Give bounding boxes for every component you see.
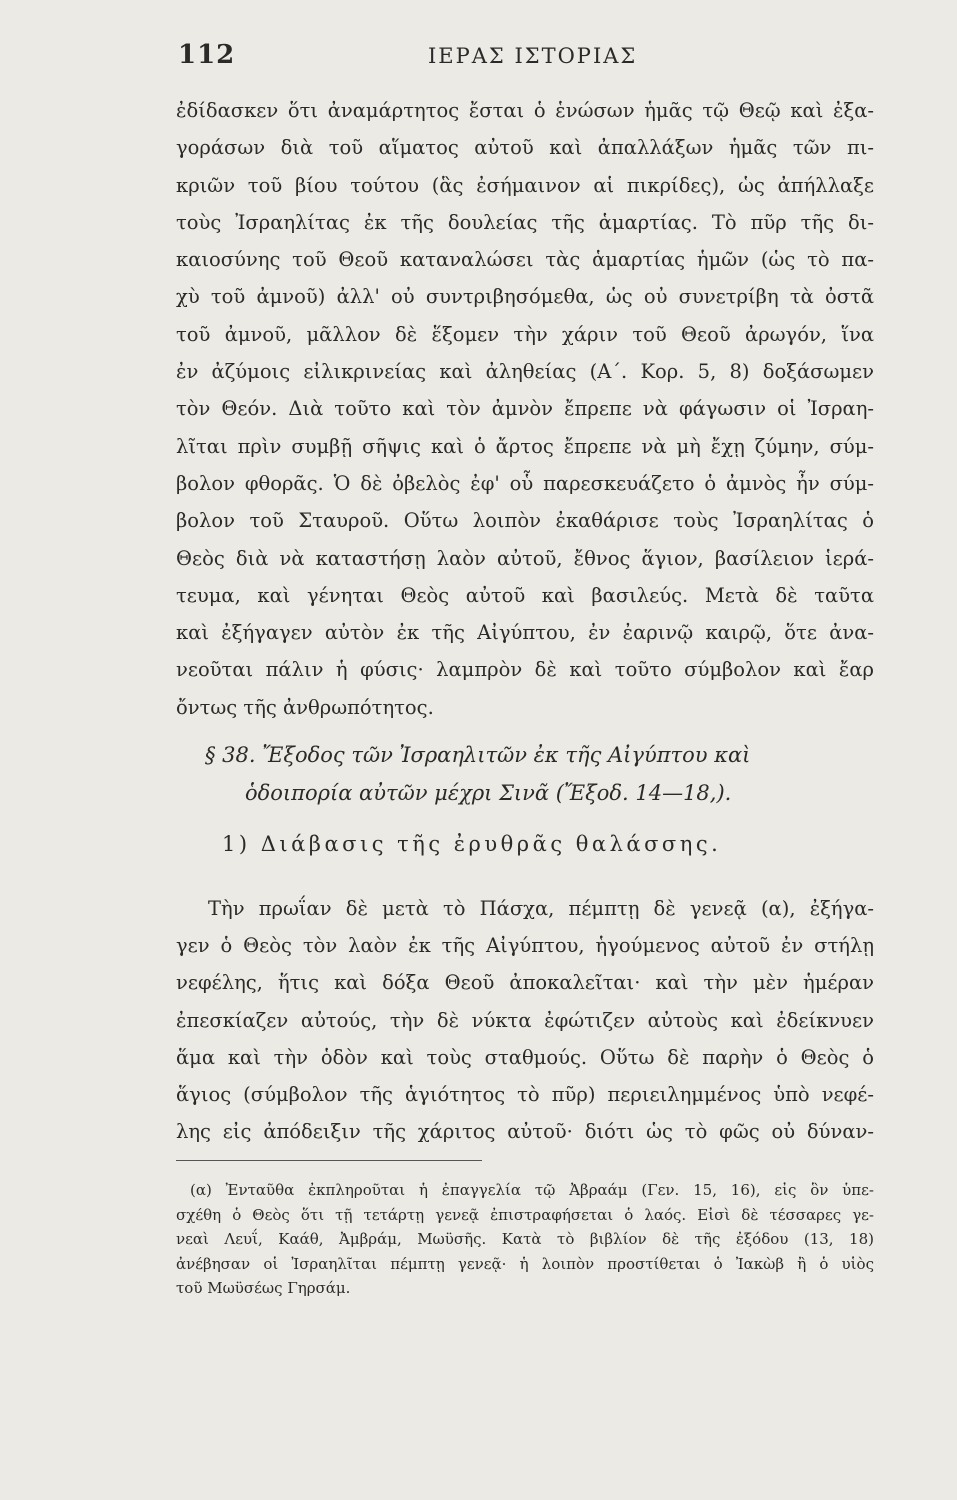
text-line: γεν ὁ Θεὸς τὸν λαὸν ἐκ τῆς Αἰγύπτου, ἡγούμενος αὐτοῦ ἐν στήλῃ [176,934,874,958]
footnote-line: σχέθη ὁ Θεὸς ὅτι τῇ τετάρτῃ γενεᾷ ἐπιστραφήσεται ὁ λαός. Εἰσὶ δὲ τέσσαρες γε- [176,1205,874,1224]
footnote-divider [176,1160,482,1161]
body-text-bottom [176,890,874,1150]
running-title: ΙΕΡΑΣ ΙΣΤΟΡΙΑΣ [428,44,638,68]
section-heading [205,736,875,812]
text-line: ἐδίδασκεν ὅτι ἀναμάρτητος ἔσται ὁ ἑνώσων ἡμᾶς τῷ Θεῷ καὶ ἐξα- [176,99,874,122]
text-line: τευμα, καὶ γένηται Θεὸς αὐτοῦ καὶ βασιλεύς. Μετὰ δὲ ταῦτα [176,583,874,607]
page-number: 112 [178,40,236,70]
footnotes [176,1178,874,1301]
text-line: καὶ ἐξήγαγεν αὐτὸν ἐκ τῆς Αἰγύπτου, ἐν ἐαρινῷ καιρῷ, ὅτε ἀνα- [176,621,874,645]
footnote-line: (α) Ἐνταῦθα ἐκπληροῦται ἡ ἐπαγγελία τῷ Ἀβραάμ (Γεν. 15, 16), εἰς ὃν ὑπε- [190,1181,874,1199]
text-line: τὸν Θεόν. Διὰ τοῦτο καὶ τὸν ἀμνὸν ἔπρεπε νὰ φάγωσιν οἱ Ἰσραη- [176,397,874,421]
footnote-line: τοῦ Μωϋσέως Γηρσάμ. [176,1279,351,1297]
subheading: 1) Διάβασις τῆς ἐρυθρᾶς θαλάσσης. [222,832,722,856]
text-line: νεφέλης, ἥτις καὶ δόξα Θεοῦ ἀποκαλεῖται· καὶ τὴν μὲν ἡμέραν [176,971,874,995]
text-line: ἐν ἀζύμοις εἰλικρινείας καὶ ἀληθείας (Α΄. Κορ. 5, 8) δοξάσωμεν [176,360,874,384]
text-line: χὺ τοῦ ἀμνοῦ) ἀλλ' οὐ συντριβησόμεθα, ὡς οὐ συνετρίβη τὰ ὀστᾶ [176,285,874,309]
text-line: γοράσων διὰ τοῦ αἵματος αὐτοῦ καὶ ἀπαλλάξων ἡμᾶς τῶν πι- [176,136,874,160]
text-line: Τὴν πρωΐαν δὲ μετὰ τὸ Πάσχα, πέμπτῃ δὲ γενεᾷ (α), ἐξήγα- [208,897,874,920]
text-line: Θεὸς διὰ νὰ καταστήσῃ λαὸν αὐτοῦ, ἔθνος ἅγιον, βασίλειον ἱερά- [176,546,874,570]
text-line: κριῶν τοῦ βίου τούτου (ἃς ἐσήμαινον αἱ πικρίδες), ὡς ἀπήλλαξε [176,173,874,197]
body-text-top [176,92,874,726]
text-line: ὄντως τῆς ἀνθρωπότητος. [176,695,434,719]
footnote-line: νεαὶ Λευΐ, Καάθ, Ἀμβράμ, Μωϋσῆς. Κατὰ τὸ βιβλίον δὲ τῆς ἐξόδου (13, 18) [176,1230,874,1248]
text-line: καιοσύνης τοῦ Θεοῦ καταναλώσει τὰς ἁμαρτίας ἡμῶν (ὡς τὸ πα- [176,248,874,272]
footnote-line: ἀνέβησαν οἱ Ἰσραηλῖται πέμπτῃ γενεᾷ· ἡ λοιπὸν προστίθεται ὁ Ἰακὼβ ἢ ὁ υἱὸς [176,1254,874,1273]
text-line: ἅγιος (σύμβολον τῆς ἁγιότητος τὸ πῦρ) περιειλημμένος ὑπὸ νεφέ- [176,1082,874,1106]
text-line: τοὺς Ἰσραηλίτας ἐκ τῆς δουλείας τῆς ἁμαρτίας. Τὸ πῦρ τῆς δι- [176,210,874,234]
text-line: ἐπεσκίαζεν αὐτούς, τὴν δὲ νύκτα ἐφώτιζεν αὐτοὺς καὶ ἐδείκνυεν [176,1008,874,1032]
text-line: νεοῦται πάλιν ἡ φύσις· λαμπρὸν δὲ καὶ τοῦτο σύμβολον καὶ ἔαρ [176,658,874,682]
section-heading-line-1: § 38. Ἔξοδος τῶν Ἰσραηλιτῶν ἐκ τῆς Αἰγύπτου καὶ [205,743,751,767]
page-header [178,40,878,80]
section-heading-line-2: ὁδοιπορία αὐτῶν μέχρι Σινᾶ (Ἔξοδ. 14—18,). [245,781,732,805]
text-line: βολον φθορᾶς. Ὁ δὲ ὀβελὸς ἐφ' οὗ παρεσκευάζετο ὁ ἀμνὸς ἦν σύμ- [176,471,874,495]
text-line: λῖται πρὶν συμβῇ σῆψις καὶ ὁ ἄρτος ἔπρεπε νὰ μὴ ἔχῃ ζύμην, σύμ- [176,434,874,458]
text-line: βολον τοῦ Σταυροῦ. Οὕτω λοιπὸν ἐκαθάρισε τοὺς Ἰσραηλίτας ὁ [176,509,874,533]
text-line: λης εἰς ἀπόδειξιν τῆς χάριτος αὐτοῦ· διότι ὡς τὸ φῶς οὐ δύναν- [176,1120,874,1144]
text-line: ἅμα καὶ τὴν ὁδὸν καὶ τοὺς σταθμούς. Οὕτω δὲ παρὴν ὁ Θεὸς ὁ [176,1045,874,1069]
text-line: τοῦ ἀμνοῦ, μᾶλλον δὲ ἕξομεν τὴν χάριν τοῦ Θεοῦ ἀρωγόν, ἵνα [176,322,874,346]
